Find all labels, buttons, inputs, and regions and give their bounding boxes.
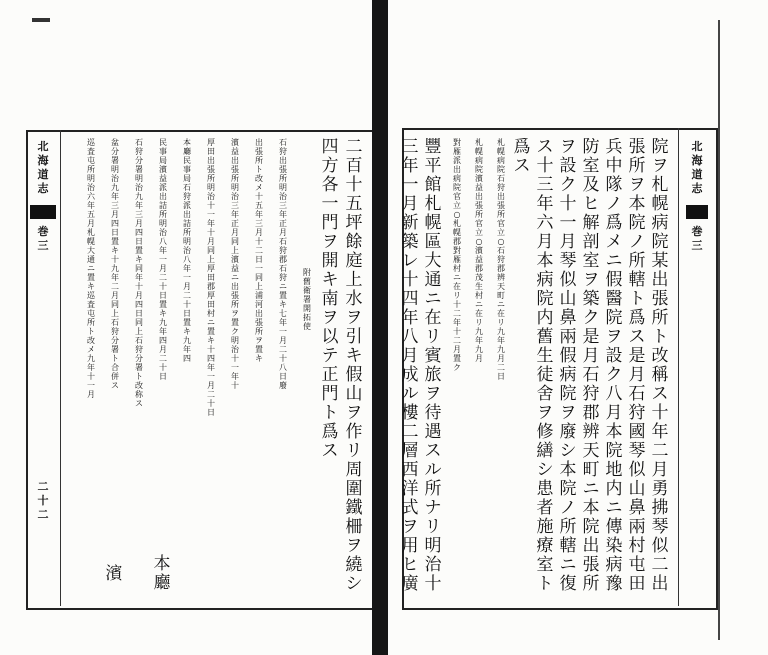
left-text-column: 本 廳 民 事 局 石 狩 派 出 詰 所 明 治 八 年 一 月 二 十 日 置 キ 九 年 四: [183, 138, 191, 363]
page-edge-line: [718, 20, 720, 640]
left-header-volume: 巻 三: [37, 225, 49, 252]
left-text-column: 出 張 所 ト 改 メ 十 五 年 三 月 十 二 日 一 同 上 浦 河 出 張 所 ヲ 置 キ: [255, 138, 263, 363]
left-large-word: 濱: [105, 564, 123, 584]
right-text-column: 對 雁 派 出 病 院 官 立 ○ 札 幌 郡 對 雁 村 ニ 在 リ 十 二 年 十 二 月 置 ク: [453, 138, 461, 372]
left-text-column: 石 狩 分 署 明 治 九 年 三 月 四 日 置 キ 同 年 十 月 四 日 同 上 石 狩 分 署 ト 改 称 ス: [135, 138, 143, 408]
left-header-block: [30, 205, 56, 219]
right-page: [388, 0, 768, 655]
left-text-column: 附 舊 衛 署 開 拓 使: [303, 268, 311, 331]
left-page: [0, 0, 372, 655]
left-text-column: 民 事 局 濱 益 派 出 詰 所 明 治 八 年 一 月 二 十 日 置 キ 九 年 四 月 二 十 日: [159, 138, 167, 381]
left-text-column: 巡 査 屯 所 明 治 六 年 五 月 札 幌 大 通 ニ 置 キ 巡 査 屯 所 ト 改 メ 九 年 十 一 月: [87, 138, 95, 399]
header-rule: [60, 130, 61, 606]
left-large-word: 本 廳: [153, 554, 171, 593]
right-text-column: 札 幌 病 院 濱 益 出 張 所 官 立 ○ 濱 益 郡 茂 生 村 ニ 在 リ 九 年 九 月: [475, 138, 483, 363]
left-text-column: 四 方 各 一 門 ヲ 開 キ 南 ヲ 以 テ 正 門 ト 爲 ス: [321, 138, 339, 461]
right-text-column: ヲ 設 ク 十 一 月 琴 似 山 鼻 兩 假 病 院 ヲ 廢 シ 本 院 ノ 所 轄 ニ 復: [559, 138, 577, 594]
right-text-column: ス 十 三 年 六 月 本 病 院 内 舊 生 徒 舍 ヲ 修 繕 シ 患 者 施 療 室 ト: [536, 138, 554, 594]
left-text-column: 濱 益 出 張 所 明 治 三 年 正 月 同 上 濱 益 ニ 出 張 所 ヲ 置 ク 明 治 十 一 年 十: [231, 138, 239, 390]
right-text-column: 豐 平 館 札 幌 區 大 通 ニ 在 リ 賓 旅 ヲ 待 遇 ス ル 所 ナ リ 明 治 十: [424, 138, 442, 594]
right-text-column: 院 ヲ 札 幌 病 院 某 出 張 所 ト 改 稱 ス 十 年 二 月 勇 拂 琴 似 二 出: [651, 138, 669, 594]
left-header-title: 北 海 道 志: [37, 140, 49, 195]
right-header-block: [686, 205, 708, 219]
left-text-column: 厚 田 出 張 所 明 治 十 一 年 十 月 同 上 厚 田 郡 厚 田 村 ニ 置 キ 十 四 年 一 月 二 十 日: [207, 138, 215, 417]
corner-mark: [32, 18, 50, 22]
right-header-title: 北 海 道 志: [691, 140, 703, 195]
right-text-column: 張 所 ヲ 本 院 ノ 所 轄 ト 爲 ス 是 月 石 狩 國 琴 似 山 鼻 兩 村 屯 田: [628, 138, 646, 594]
book-spine: [372, 0, 388, 655]
right-text-column: 三 年 一 月 新 築 レ 十 四 年 八 月 成 ル 樓 二 層 西 洋 式 ヲ 用 ヒ 廣: [401, 138, 419, 594]
left-text-column: 盆 分 署 明 治 九 年 三 月 四 日 置 キ 十 九 年 二 月 同 上 石 狩 分 署 ト 合 併 ス: [111, 138, 119, 390]
right-text-column: 防 室 及 ヒ 解 剖 室 ヲ 築 ク 是 月 石 狩 郡 辨 天 町 ニ 本 院 出 張 所: [582, 138, 600, 594]
left-page-number: 二 十 二: [37, 480, 49, 521]
right-text-column: 兵 中 隊 ノ 爲 メ ニ 假 醫 院 ヲ 設 ク 八 月 本 院 地 内 ニ 傳 染 病 豫: [605, 138, 623, 594]
left-text-column: 石 狩 出 張 所 明 治 三 年 正 月 石 狩 郡 石 狩 ニ 置 キ 七 年 一 月 二 十 八 日 廢: [279, 138, 287, 390]
right-header-volume: 巻 三: [691, 225, 703, 252]
right-text-column: 爲 ス: [513, 138, 531, 176]
right-text-column: 札 幌 病 院 石 狩 出 張 所 官 立 ○ 石 狩 郡 辨 天 町 ニ 在 リ 九 年 九 月 二 日: [497, 138, 505, 381]
header-rule: [678, 128, 679, 606]
left-text-column: 二 百 十 五 坪 餘 庭 上 水 ヲ 引 キ 假 山 ヲ 作 リ 周 圍 鐵 柵 ヲ 繞 シ: [345, 138, 363, 594]
